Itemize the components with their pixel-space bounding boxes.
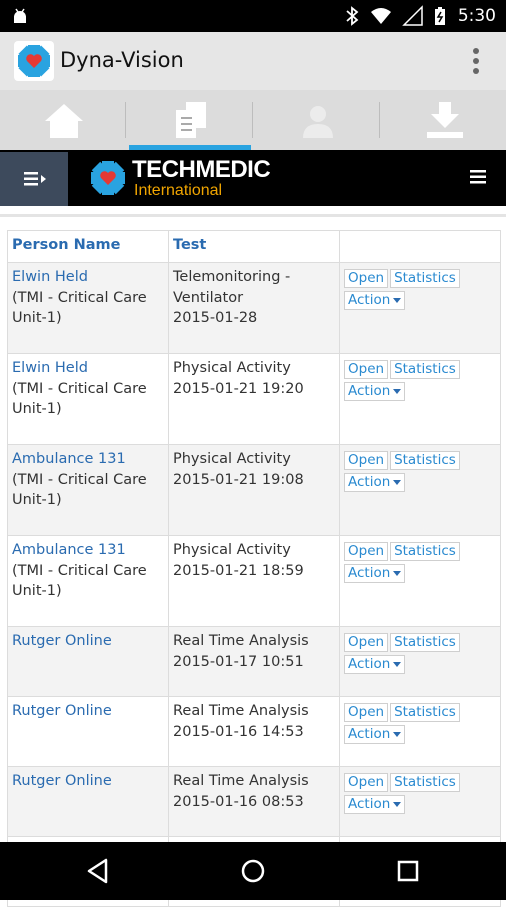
table-row [8, 536, 501, 627]
tab-documents[interactable] [127, 90, 253, 150]
hamburger-menu-icon[interactable] [470, 170, 486, 184]
action-dropdown[interactable] [344, 795, 405, 814]
action-label: Action [348, 292, 391, 308]
test-name: Real Time Analysis [173, 703, 309, 719]
statistics-button[interactable]: Statistics [390, 633, 460, 652]
test-datetime: 2015-01-21 19:08 [173, 471, 304, 488]
actions-cell [340, 354, 501, 445]
table-row [8, 354, 501, 445]
test-datetime: 2015-01-21 18:59 [173, 562, 304, 579]
brand-banner [0, 150, 506, 206]
table-row [8, 767, 501, 837]
action-dropdown[interactable] [344, 564, 405, 583]
person-name-link[interactable]: Elwin Held [12, 269, 88, 285]
caret-down-icon [393, 571, 401, 576]
person-cell [8, 445, 169, 536]
statistics-button[interactable]: Statistics [390, 703, 460, 722]
test-name: Physical Activity [173, 542, 291, 558]
documents-icon [172, 102, 210, 138]
open-button[interactable]: Open [344, 542, 388, 561]
header-actions [340, 231, 501, 263]
action-label: Action [348, 474, 391, 490]
signal-icon [404, 7, 422, 25]
statistics-button[interactable]: Statistics [390, 269, 460, 288]
menu-arrow-icon [24, 172, 46, 186]
action-dropdown[interactable] [344, 725, 405, 744]
table-row [8, 263, 501, 354]
open-button[interactable]: Open [344, 269, 388, 288]
test-datetime: 2015-01-17 10:51 [173, 653, 304, 670]
action-label: Action [348, 565, 391, 581]
test-name: Real Time Analysis [173, 633, 309, 649]
brand-name: TECHMEDIC [132, 156, 271, 183]
test-datetime: 2015-01-16 14:53 [173, 723, 304, 740]
person-name-link[interactable]: Ambulance 131 [12, 451, 126, 467]
action-dropdown[interactable] [344, 382, 405, 401]
techmedic-logo-icon [88, 158, 128, 198]
test-cell [169, 697, 340, 767]
action-dropdown[interactable] [344, 473, 405, 492]
person-cell [8, 536, 169, 627]
person-group: (TMI - Critical Care Unit-1) [12, 562, 147, 599]
test-name: Real Time Analysis [173, 773, 309, 789]
actions-cell [340, 263, 501, 354]
statistics-button[interactable]: Statistics [390, 451, 460, 470]
action-dropdown[interactable] [344, 655, 405, 674]
divider [0, 214, 506, 217]
actions-cell [340, 536, 501, 627]
action-label: Action [348, 726, 391, 742]
person-cell [8, 697, 169, 767]
table-row [8, 697, 501, 767]
header-test: Test [169, 231, 340, 263]
test-cell [169, 445, 340, 536]
home-icon [45, 104, 83, 138]
person-cell [8, 627, 169, 697]
caret-down-icon [393, 480, 401, 485]
results-table [7, 230, 501, 907]
table-header-row [8, 231, 501, 263]
action-label: Action [348, 383, 391, 399]
actions-cell [340, 445, 501, 536]
person-name-link[interactable]: Rutger Online [12, 703, 112, 719]
action-label: Action [348, 796, 391, 812]
open-button[interactable]: Open [344, 360, 388, 379]
app-title: Dyna-Vision [60, 48, 184, 72]
status-time: 5:30 [457, 6, 496, 26]
tab-home[interactable] [0, 90, 126, 150]
app-logo-icon [14, 41, 54, 81]
person-group: (TMI - Critical Care Unit-1) [12, 289, 147, 326]
test-cell [169, 536, 340, 627]
test-name: Physical Activity [173, 451, 291, 467]
system-nav-bar [0, 842, 506, 900]
tab-bar [0, 90, 506, 150]
person-name-link[interactable]: Ambulance 131 [12, 542, 126, 558]
test-cell [169, 263, 340, 354]
test-cell [169, 354, 340, 445]
person-cell [8, 354, 169, 445]
main-content [0, 206, 506, 842]
statistics-button[interactable]: Statistics [390, 773, 460, 792]
caret-down-icon [393, 732, 401, 737]
person-name-link[interactable]: Rutger Online [12, 773, 112, 789]
bluetooth-icon [346, 6, 358, 26]
test-datetime: 2015-01-28 [173, 310, 258, 326]
status-bar [0, 0, 506, 32]
actions-cell [340, 697, 501, 767]
caret-down-icon [393, 298, 401, 303]
person-cell [8, 767, 169, 837]
person-name-link[interactable]: Rutger Online [12, 633, 112, 649]
actions-cell [340, 627, 501, 697]
person-icon [301, 104, 335, 138]
tab-person[interactable] [254, 90, 380, 150]
action-label: Action [348, 656, 391, 672]
back-icon[interactable] [84, 856, 114, 886]
table-row [8, 627, 501, 697]
open-button[interactable]: Open [344, 451, 388, 470]
actions-cell [340, 767, 501, 837]
caret-down-icon [393, 389, 401, 394]
test-cell [169, 767, 340, 837]
person-group: (TMI - Critical Care Unit-1) [12, 380, 147, 417]
download-icon [426, 102, 464, 138]
header-person-name: Person Name [8, 231, 169, 263]
test-name: Telemonitoring - Ventilator [173, 269, 291, 306]
overflow-menu-icon[interactable] [472, 46, 480, 76]
home-nav-icon[interactable] [238, 856, 268, 886]
open-button[interactable]: Open [344, 633, 388, 652]
action-dropdown[interactable] [344, 291, 405, 310]
table-row [8, 445, 501, 536]
statistics-button[interactable]: Statistics [390, 542, 460, 561]
person-cell [8, 263, 169, 354]
caret-down-icon [393, 802, 401, 807]
wifi-icon [370, 7, 392, 25]
brand-subtitle: International [134, 182, 223, 199]
side-menu-button[interactable] [0, 152, 68, 206]
test-datetime: 2015-01-21 19:20 [173, 380, 304, 397]
test-datetime: 2015-01-16 08:53 [173, 793, 304, 810]
app-bar [0, 32, 506, 90]
person-group: (TMI - Critical Care Unit-1) [12, 471, 147, 508]
test-name: Physical Activity [173, 360, 291, 376]
android-debug-icon [10, 6, 30, 26]
person-name-link[interactable]: Elwin Held [12, 360, 88, 376]
recents-icon[interactable] [393, 856, 423, 886]
test-cell [169, 627, 340, 697]
tab-download[interactable] [381, 90, 507, 150]
open-button[interactable]: Open [344, 703, 388, 722]
open-button[interactable]: Open [344, 773, 388, 792]
battery-icon [434, 6, 446, 26]
caret-down-icon [393, 662, 401, 667]
statistics-button[interactable]: Statistics [390, 360, 460, 379]
